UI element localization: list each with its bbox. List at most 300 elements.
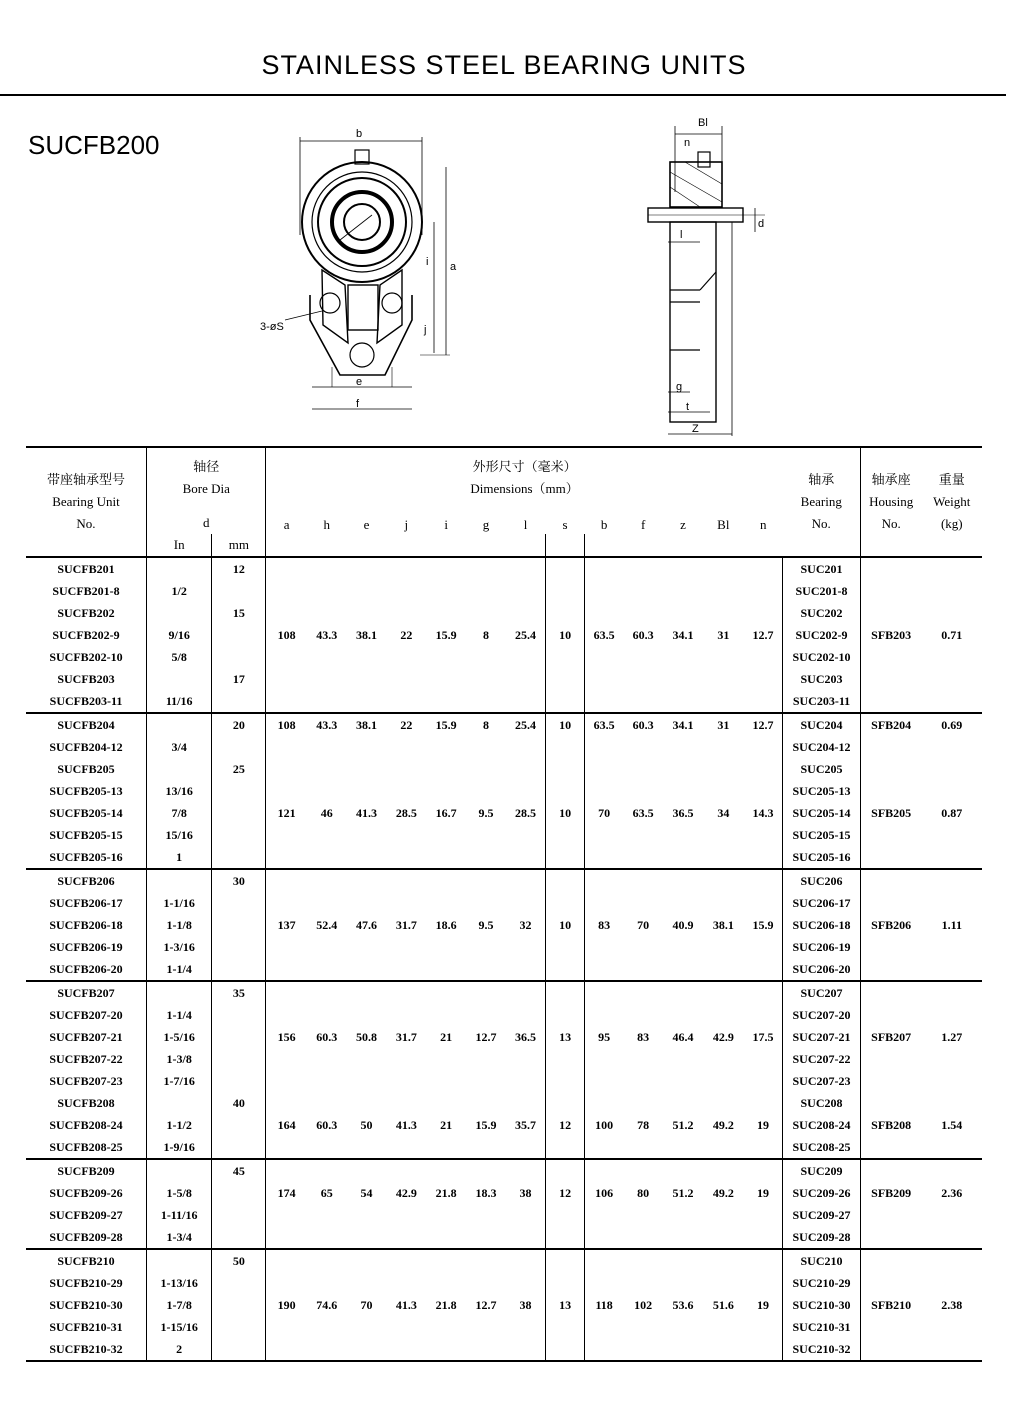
table-row xyxy=(26,1316,982,1338)
dim-b-cell xyxy=(584,892,623,914)
dim-b-cell xyxy=(584,1004,623,1026)
bearing-no-cell: SUC206-18 xyxy=(783,914,861,936)
dim-z-cell xyxy=(663,557,703,580)
dim-l-cell xyxy=(506,1159,546,1182)
dim-i-cell xyxy=(426,1070,466,1092)
dim-g-cell xyxy=(466,846,506,869)
header-unit-no-en2: No. xyxy=(76,516,96,531)
unit-no-cell: SUCFB204 xyxy=(57,718,115,732)
dim-h-cell: 52.4 xyxy=(316,918,338,932)
header-dim-bl: Bl xyxy=(703,514,744,537)
dim-a-cell xyxy=(266,1272,307,1294)
dim-z-cell xyxy=(663,1070,703,1092)
dim-i-cell xyxy=(426,736,466,758)
dim-g-cell xyxy=(466,1316,506,1338)
dim-l-cell xyxy=(506,1070,546,1092)
dim-j-cell: 41.3 xyxy=(395,1298,417,1312)
dim-l-cell xyxy=(506,758,546,780)
dim-e-cell xyxy=(347,892,387,914)
dim-f-cell: 70 xyxy=(637,918,650,932)
dim-i-cell xyxy=(426,1204,466,1226)
dim-e-cell xyxy=(347,1338,387,1361)
dim-j-cell xyxy=(386,1092,426,1114)
dim-z-cell xyxy=(663,690,703,713)
table-row xyxy=(26,1114,982,1136)
weight-cell xyxy=(922,1204,982,1226)
dim-e-cell xyxy=(347,758,387,780)
dim-i-cell: 16.7 xyxy=(435,806,457,820)
dim-z-cell xyxy=(663,580,703,602)
dim-g-cell xyxy=(466,780,506,802)
dim-a-cell: 108 xyxy=(266,713,307,736)
dim-a-cell xyxy=(266,690,307,713)
dim-l-cell xyxy=(506,1226,546,1249)
bore-mm-cell xyxy=(212,736,266,758)
dim-e-cell xyxy=(347,1204,387,1226)
dim-a-cell xyxy=(266,557,307,580)
dim-bl-cell: 49.2 xyxy=(712,1186,734,1200)
bearing-no-cell: SUC201 xyxy=(783,557,861,580)
dim-g-cell xyxy=(466,1226,506,1249)
header-unit-no xyxy=(26,447,146,557)
header-bore-mm: mm xyxy=(212,534,266,557)
dim-bl-cell: 51.6 xyxy=(712,1298,734,1312)
dim-l-cell xyxy=(506,602,546,624)
dim-s-cell xyxy=(546,1338,585,1361)
dim-j-cell xyxy=(386,1048,426,1070)
dim-n-cell xyxy=(744,846,783,869)
dim-e-cell xyxy=(347,936,387,958)
dim-e-cell xyxy=(347,981,387,1004)
header-bearing-en2: No. xyxy=(811,516,831,531)
unit-no-cell: SUCFB210-32 xyxy=(26,1338,146,1361)
header-dims-en: Dimensions（mm） xyxy=(470,481,579,496)
dim-a-cell xyxy=(266,846,307,869)
bore-mm-cell xyxy=(212,802,266,824)
bore-in-cell xyxy=(146,869,211,892)
hole-s-label: 3-øS xyxy=(260,321,284,333)
bore-in-cell: 1-7/16 xyxy=(146,1070,211,1092)
dim-b-cell xyxy=(584,981,623,1004)
dim-z-cell xyxy=(663,824,703,846)
bore-mm-cell xyxy=(212,846,266,869)
dim-l-cell xyxy=(506,646,546,668)
bore-in-cell: 1-11/16 xyxy=(146,1204,211,1226)
dim-z-cell xyxy=(663,936,703,958)
dim-f-cell xyxy=(623,1136,663,1159)
bore-mm-cell xyxy=(212,580,266,602)
bearing-no-cell: SUC209-27 xyxy=(783,1204,861,1226)
bearing-no-cell: SUC210-31 xyxy=(783,1316,861,1338)
dim-z-cell xyxy=(663,1136,703,1159)
dim-e-cell xyxy=(347,824,387,846)
housing-no-cell: SFB207 xyxy=(860,1026,921,1048)
dim-z-cell: 51.2 xyxy=(672,1118,694,1132)
dim-l-cell xyxy=(506,936,546,958)
dim-l-cell xyxy=(506,1004,546,1026)
dim-n-cell xyxy=(744,557,783,580)
bore-in-cell: 1-1/4 xyxy=(146,1004,211,1026)
bore-mm-cell xyxy=(212,1272,266,1294)
dim-i-cell xyxy=(426,1338,466,1361)
dim-j-cell xyxy=(386,1226,426,1249)
dim-b-cell: 106 xyxy=(584,1182,623,1204)
dim-bl-cell xyxy=(703,758,744,780)
header-housing-cn: 轴承座 xyxy=(871,472,911,487)
bore-mm-cell xyxy=(212,780,266,802)
dim-l-cell xyxy=(506,557,546,580)
dim-b-cell xyxy=(584,1204,623,1226)
dim-a-cell xyxy=(266,602,307,624)
bore-in-cell: 11/16 xyxy=(146,690,211,713)
dim-e-cell xyxy=(347,668,387,690)
bearing-no-cell: SUC204 xyxy=(783,713,861,736)
unit-no-cell: SUCFB202-9 xyxy=(52,628,120,642)
table-row xyxy=(26,1092,982,1114)
bore-in-cell xyxy=(146,602,211,624)
dim-a-cell xyxy=(266,668,307,690)
weight-cell xyxy=(922,1249,982,1272)
bore-mm-cell xyxy=(212,1294,266,1316)
bore-in-cell: 1-15/16 xyxy=(146,1316,211,1338)
bore-in-cell: 13/16 xyxy=(146,780,211,802)
dim-e-cell xyxy=(347,1249,387,1272)
dim-g-cell xyxy=(466,824,506,846)
dim-g-cell xyxy=(466,646,506,668)
dim-s-cell xyxy=(546,1159,585,1182)
table-row xyxy=(26,1272,982,1294)
unit-no-cell: SUCFB207-20 xyxy=(49,1008,123,1022)
dim-h-cell xyxy=(307,846,347,869)
dim-h-cell: 74.6 xyxy=(316,1298,338,1312)
dim-b-cell xyxy=(584,1338,623,1361)
weight-cell xyxy=(922,1272,982,1294)
dim-f-cell xyxy=(623,690,663,713)
unit-no-cell: SUCFB203 xyxy=(57,672,115,686)
dim-bl-cell xyxy=(703,1204,744,1226)
dim-l-cell xyxy=(506,892,546,914)
bearing-no-cell: SUC205-13 xyxy=(783,780,861,802)
dim-s-cell xyxy=(546,736,585,758)
housing-no-cell xyxy=(860,602,921,624)
dim-z-cell xyxy=(663,869,703,892)
dim-z-cell xyxy=(663,780,703,802)
header-weight-en2: (kg) xyxy=(940,516,963,531)
dim-s-cell xyxy=(546,758,585,780)
dim-n-cell xyxy=(744,780,783,802)
dim-s-cell xyxy=(546,668,585,690)
dim-f-cell xyxy=(623,869,663,892)
dim-j-cell xyxy=(386,646,426,668)
dim-z-cell xyxy=(663,646,703,668)
dim-i-label: i xyxy=(426,256,429,268)
dim-j-cell xyxy=(386,1338,426,1361)
weight-cell: 2.36 xyxy=(941,1186,963,1200)
dim-l-cell: 38 xyxy=(519,1298,532,1312)
bearing-no-cell: SUC204-12 xyxy=(783,736,861,758)
table-row xyxy=(26,602,982,624)
dim-n-cell xyxy=(744,1070,783,1092)
dim-g-cell xyxy=(466,936,506,958)
bore-mm-cell: 25 xyxy=(212,758,266,780)
dim-s-cell: 10 xyxy=(546,713,585,736)
dim-s-cell: 13 xyxy=(546,1026,585,1048)
bore-in-cell: 5/8 xyxy=(146,646,211,668)
weight-cell: 0.87 xyxy=(941,806,963,820)
bearing-no-cell: SUC205-15 xyxy=(783,824,861,846)
header-dim-e: e xyxy=(347,514,387,537)
bore-in-cell: 1-5/8 xyxy=(146,1182,211,1204)
housing-no-cell: SFB210 xyxy=(860,1294,921,1316)
bearing-no-cell: SUC207-22 xyxy=(783,1048,861,1070)
table-row xyxy=(26,1004,982,1026)
unit-no-cell: SUCFB203-11 xyxy=(26,690,146,713)
housing-no-cell xyxy=(860,1070,921,1092)
dim-l-cell xyxy=(506,824,546,846)
dim-f-cell xyxy=(623,1204,663,1226)
bore-in-cell: 1-3/4 xyxy=(146,1226,211,1249)
dim-b-cell xyxy=(584,958,623,981)
bore-in-cell: 1-1/2 xyxy=(146,1114,211,1136)
dim-b-cell xyxy=(584,736,623,758)
bore-mm-cell: 30 xyxy=(212,869,266,892)
dim-i-cell xyxy=(426,1159,466,1182)
dim-f-cell xyxy=(623,736,663,758)
bearing-no-cell: SUC202 xyxy=(783,602,861,624)
dim-l-label: l xyxy=(680,229,683,241)
weight-cell: 1.54 xyxy=(941,1118,963,1132)
dim-g-cell xyxy=(466,869,506,892)
dim-b-cell xyxy=(584,1272,623,1294)
dim-bl-cell xyxy=(703,981,744,1004)
title-rule xyxy=(0,94,1006,96)
dim-s-cell: 12 xyxy=(546,1182,585,1204)
dim-j-cell: 22 xyxy=(400,628,413,642)
dim-g-cell xyxy=(466,1249,506,1272)
dim-a-cell xyxy=(266,780,307,802)
weight-cell: 1.11 xyxy=(941,918,962,932)
dim-h-cell xyxy=(307,557,347,580)
table-row xyxy=(26,981,982,1004)
dim-b-cell xyxy=(584,1226,623,1249)
table-row xyxy=(26,846,982,869)
dim-bl-cell: 42.9 xyxy=(712,1030,734,1044)
dim-b-cell xyxy=(584,668,623,690)
housing-no-cell xyxy=(860,1272,921,1294)
dim-n-cell: 15.9 xyxy=(752,918,774,932)
dim-bl-cell xyxy=(703,580,744,602)
dim-bl-cell xyxy=(703,557,744,580)
dim-s-cell xyxy=(546,958,585,981)
housing-no-cell xyxy=(860,1004,921,1026)
header-weight-cn: 重量 xyxy=(938,472,965,487)
table-row xyxy=(26,1204,982,1226)
table-row xyxy=(26,958,982,981)
dim-n-cell xyxy=(744,758,783,780)
unit-no-cell: SUCFB205 xyxy=(57,762,115,776)
dim-j-cell xyxy=(386,824,426,846)
dim-g-cell xyxy=(466,1048,506,1070)
bore-in-cell xyxy=(146,758,211,780)
dim-a-cell xyxy=(266,869,307,892)
dim-e-cell: 70 xyxy=(360,1298,373,1312)
dim-l-cell xyxy=(506,1272,546,1294)
dim-l-cell xyxy=(506,1338,546,1361)
header-dim-s: s xyxy=(546,514,585,537)
dim-e-cell xyxy=(347,690,387,713)
dim-bl-cell xyxy=(703,736,744,758)
bearing-no-cell: SUC207-23 xyxy=(783,1070,861,1092)
dim-s-cell xyxy=(546,1048,585,1070)
dim-bl-cell: 49.2 xyxy=(712,1118,734,1132)
dim-bl-cell xyxy=(703,1338,744,1361)
dim-n-cell xyxy=(744,646,783,668)
unit-no-cell: SUCFB202 xyxy=(57,606,115,620)
weight-cell xyxy=(922,736,982,758)
bore-in-cell: 1-5/16 xyxy=(146,1026,211,1048)
dim-a-cell xyxy=(266,1070,307,1092)
dim-b-cell xyxy=(584,690,623,713)
dim-f-cell xyxy=(623,958,663,981)
dim-h-cell xyxy=(307,1004,347,1026)
dim-b-cell: 63.5 xyxy=(584,713,623,736)
dim-b-cell: 63.5 xyxy=(584,624,623,646)
dim-h-cell xyxy=(307,758,347,780)
dim-bl-cell: 34 xyxy=(717,806,730,820)
unit-no-cell: SUCFB207-22 xyxy=(49,1052,123,1066)
dim-z-cell: 53.6 xyxy=(672,1298,694,1312)
dim-s-cell xyxy=(546,846,585,869)
dim-i-cell xyxy=(426,1272,466,1294)
dim-z-cell xyxy=(663,1092,703,1114)
weight-cell xyxy=(922,1226,982,1249)
dim-bl-cell xyxy=(703,668,744,690)
dim-i-cell xyxy=(426,958,466,981)
dim-i-cell xyxy=(426,1316,466,1338)
housing-no-cell xyxy=(860,846,921,869)
bearing-no-cell: SUC202-9 xyxy=(783,624,861,646)
dim-bl-cell xyxy=(703,1316,744,1338)
dim-j-cell: 41.3 xyxy=(395,1118,417,1132)
dim-a-cell xyxy=(266,736,307,758)
header-dim-l: l xyxy=(506,514,546,537)
dim-g-cell xyxy=(466,1092,506,1114)
dim-l-cell: 32 xyxy=(519,918,532,932)
dim-h-cell xyxy=(307,1338,347,1361)
bearing-no-cell: SUC208-25 xyxy=(783,1136,861,1159)
dim-i-cell: 21 xyxy=(440,1030,453,1044)
dim-b-cell xyxy=(584,1249,623,1272)
dim-z-cell xyxy=(663,981,703,1004)
dim-b-cell xyxy=(584,1159,623,1182)
table-row xyxy=(26,1070,982,1092)
dim-l-cell xyxy=(506,1204,546,1226)
bore-in-cell: 1-3/8 xyxy=(146,1048,211,1070)
bearing-no-cell: SUC206-19 xyxy=(783,936,861,958)
table-row xyxy=(26,1048,982,1070)
dim-j-cell xyxy=(386,580,426,602)
dim-b-cell xyxy=(584,557,623,580)
dim-a-cell: 137 xyxy=(266,914,307,936)
dim-b-cell xyxy=(584,824,623,846)
dim-f-cell: 102 xyxy=(634,1298,653,1312)
weight-cell xyxy=(922,690,982,713)
dim-s-cell xyxy=(546,1004,585,1026)
dim-s-cell xyxy=(546,892,585,914)
housing-no-cell: SFB203 xyxy=(860,624,921,646)
weight-cell xyxy=(922,936,982,958)
unit-no-cell: SUCFB207-23 xyxy=(49,1074,123,1088)
side-view-drawing xyxy=(640,112,770,442)
unit-no-cell: SUCFB209-27 xyxy=(49,1208,123,1222)
bore-in-cell: 3/4 xyxy=(146,736,211,758)
table-row xyxy=(26,869,982,892)
dim-s-cell xyxy=(546,1092,585,1114)
bore-in-cell xyxy=(146,557,211,580)
weight-cell xyxy=(922,1136,982,1159)
dim-g-cell xyxy=(466,1070,506,1092)
weight-cell: 0.69 xyxy=(941,718,963,732)
dim-g-cell xyxy=(466,1136,506,1159)
dim-g-cell xyxy=(466,1338,506,1361)
dim-a-cell xyxy=(266,1249,307,1272)
dim-e-label: e xyxy=(356,376,363,388)
dim-h-cell xyxy=(307,824,347,846)
bearing-no-cell: SUC210-32 xyxy=(783,1338,861,1361)
bore-mm-cell xyxy=(212,892,266,914)
dim-l-cell xyxy=(506,846,546,869)
dim-a-cell xyxy=(266,958,307,981)
table-row xyxy=(26,557,982,580)
dim-s-cell xyxy=(546,981,585,1004)
housing-no-cell xyxy=(860,557,921,580)
dim-n-cell xyxy=(744,690,783,713)
weight-cell: 0.71 xyxy=(941,628,963,642)
unit-no-cell: SUCFB207-21 xyxy=(49,1030,123,1044)
dim-l-cell xyxy=(506,981,546,1004)
header-dim-g: g xyxy=(466,514,506,537)
dim-f-cell xyxy=(623,824,663,846)
dim-g-cell xyxy=(466,758,506,780)
dim-f-label: f xyxy=(356,398,360,410)
dim-f-cell xyxy=(623,1338,663,1361)
table-row xyxy=(26,690,982,713)
housing-no-cell xyxy=(860,869,921,892)
weight-cell: 2.38 xyxy=(941,1298,963,1312)
weight-cell xyxy=(922,1004,982,1026)
dim-z-cell xyxy=(663,1226,703,1249)
dim-i-cell: 18.6 xyxy=(435,918,457,932)
dim-s-cell xyxy=(546,824,585,846)
dim-i-cell: 15.9 xyxy=(435,718,457,732)
bore-mm-cell: 12 xyxy=(212,557,266,580)
bearing-no-cell: SUC210-30 xyxy=(783,1294,861,1316)
dim-f-cell xyxy=(623,1004,663,1026)
bore-in-cell xyxy=(146,1092,211,1114)
dim-a-cell: 174 xyxy=(266,1182,307,1204)
dim-b-cell xyxy=(584,869,623,892)
dim-i-cell xyxy=(426,824,466,846)
weight-cell xyxy=(922,557,982,580)
dim-j-cell xyxy=(386,690,426,713)
dim-g-cell: 18.3 xyxy=(475,1186,497,1200)
weight-cell xyxy=(922,780,982,802)
dim-n-cell xyxy=(744,1004,783,1026)
weight-cell: 1.27 xyxy=(941,1030,963,1044)
dim-e-cell xyxy=(347,1004,387,1026)
dim-l-cell xyxy=(506,1136,546,1159)
dim-j-cell xyxy=(386,780,426,802)
